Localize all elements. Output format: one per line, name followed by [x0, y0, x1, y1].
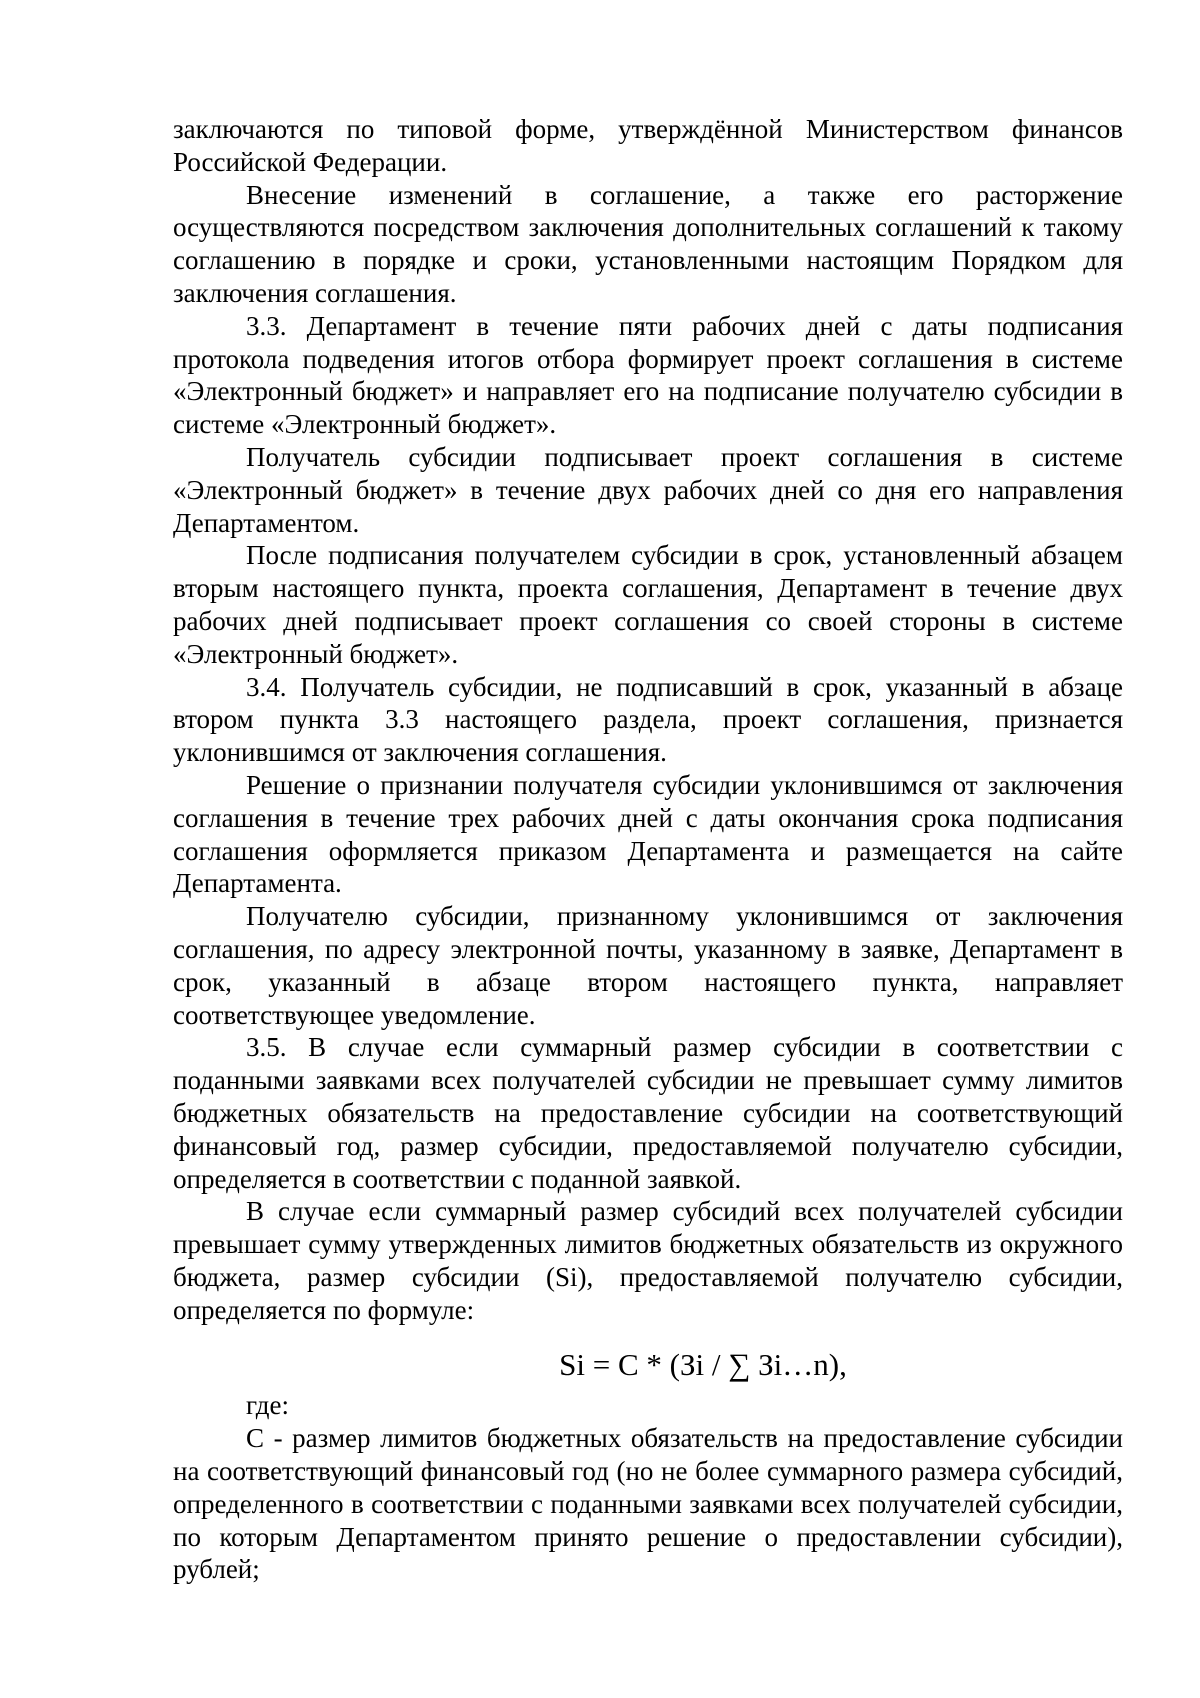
where-label: где:	[246, 1390, 289, 1421]
paragraph-notification: Получателю субсидии, признанному уклонившимся от заключения соглашения, по адресу электронной почты, указанному в заявке, Департамент в срок, указанный в абзаце втором настоящего пункта, направляет соответствующее уведомление.	[173, 901, 1123, 1030]
paragraph-department-signs: После подписания получателем субсидии в срок, установленный абзацем вторым настоящего пункта, проекта соглашения, Департамент в течение двух рабочих дней подписывает проект соглашения со своей стороны в системе «Электронный бюджет».	[173, 540, 1123, 669]
paragraph-amendments: Внесение изменений в соглашение, а также его расторжение осуществляются посредством заключения дополнительных соглашений к такому соглашению в порядке и сроки, установленными настоящим Порядком для заключения соглашения.	[173, 179, 1123, 308]
paragraph-formula-intro: В случае если суммарный размер субсидий всех получателей субсидии превышает сумму утвержденных лимитов бюджетных обязательств из окружного бюджета, размер субсидии (Si), предоставляемой получателю субсидии, определяется по формуле:	[173, 1196, 1123, 1325]
paragraph-3-4: 3.4. Получатель субсидии, не подписавший в срок, указанный в абзаце втором пункта 3.3 настоящего раздела, проект соглашения, признается уклонившимся от заключения соглашения.	[173, 671, 1123, 768]
subsidy-formula: Si = C * (Зi / ∑ Зi…n),	[559, 1347, 847, 1383]
paragraph-evasion-decision: Решение о признании получателя субсидии уклонившимся от заключения соглашения в течение трех рабочих дней с даты окончания срока подписания соглашения оформляется приказом Департамента и размещается на сайте Департамента.	[173, 769, 1123, 899]
paragraph-continuation: заключаются по типовой форме, утверждённой Министерством финансов Российской Федерации.	[173, 114, 1123, 177]
paragraph-recipient-signs: Получатель субсидии подписывает проект соглашения в системе «Электронный бюджет» в течение двух рабочих дней со дня его направления Департаментом.	[173, 441, 1123, 538]
paragraph-3-3: 3.3. Департамент в течение пяти рабочих дней с даты подписания протокола подведения итогов отбора формирует проект соглашения в системе «Электронный бюджет» и направляет его на подписание получателю субсидии в системе «Электронный бюджет».	[173, 310, 1123, 440]
paragraph-3-5: 3.5. В случае если суммарный размер субсидии в соответствии с поданными заявками всех получателей субсидии не превышает сумму лимитов бюджетных обязательств на предоставление субсидии на соответствующий финансовый год, размер субсидии, предоставляемой получателю субсидии, определяется в соответствии с поданной заявкой.	[173, 1032, 1123, 1194]
definition-c: C - размер лимитов бюджетных обязательств на предоставление субсидии на соответствующий финансовый год (но не более суммарного размера субсидий, определенного в соответствии с поданными заявками всех получателей субсидии, по которым Департаментом принято решение о предоставлении субсидии), рублей;	[173, 1423, 1123, 1585]
document-page	[173, 113, 1123, 1586]
